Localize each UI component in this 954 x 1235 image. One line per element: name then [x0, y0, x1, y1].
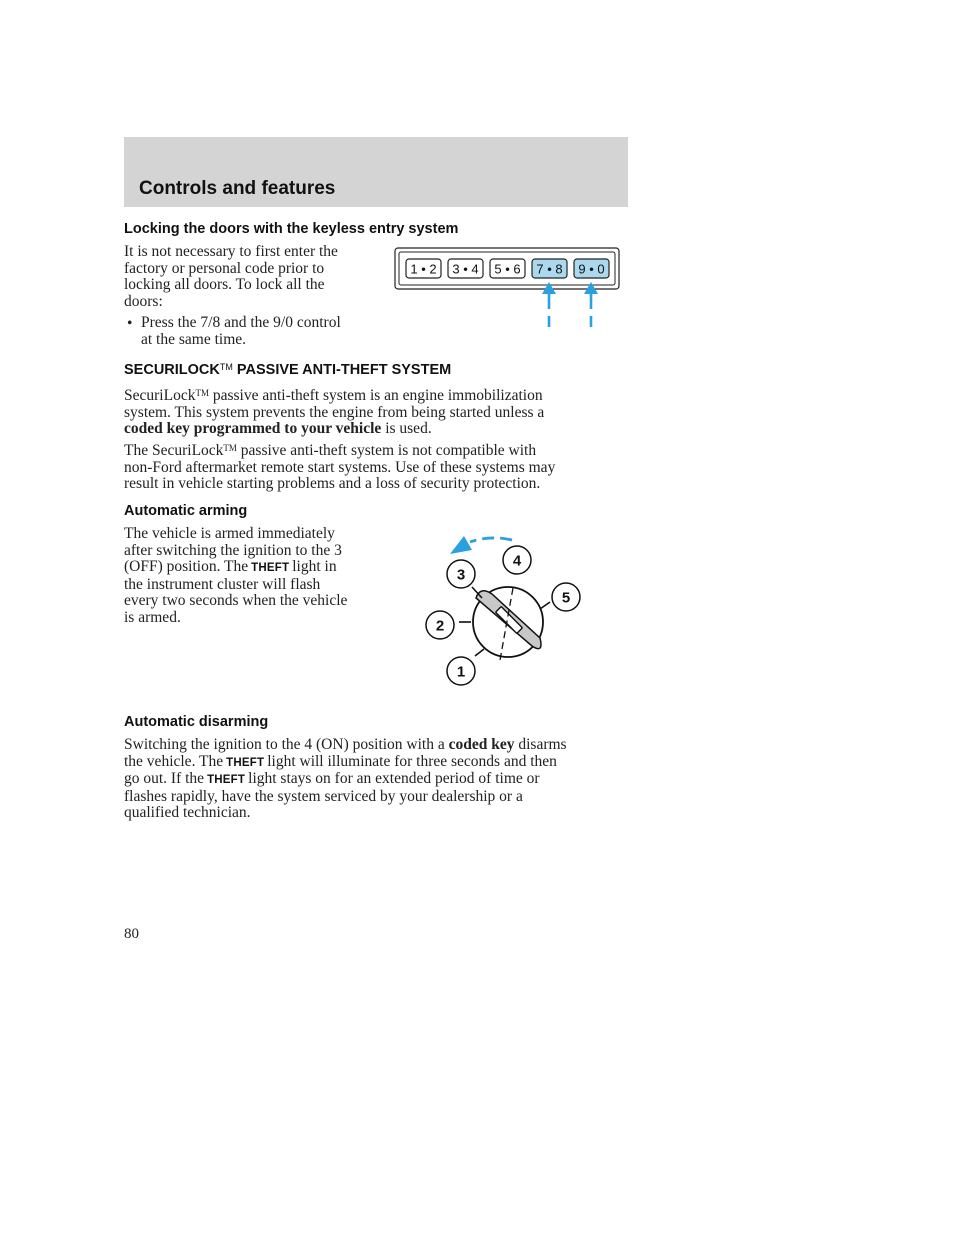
- text-run: passive anti-theft system is an engine immobilization: [208, 387, 543, 404]
- rotate-arrow-icon: [450, 536, 512, 554]
- keypad-button-3-4: [448, 259, 483, 278]
- trademark: TM: [219, 362, 233, 372]
- text-line: system. This system prevents the engine from being started unless a: [124, 403, 545, 421]
- position-tick: [540, 602, 550, 609]
- keypad-button-5-6: [490, 259, 525, 278]
- securilock-heading-text: SECURILOCK: [124, 362, 220, 378]
- locking-heading: Locking the doors with the keyless entry system: [124, 221, 459, 237]
- arming-paragraph: [124, 526, 384, 626]
- bullet-line: at the same time.: [141, 330, 247, 348]
- locking-intro-line: It is not necessary to first enter the: [124, 243, 338, 260]
- text-line: qualified technician.: [124, 804, 251, 821]
- position-label: 5: [561, 589, 571, 607]
- trademark: TM: [223, 443, 237, 453]
- section-header: [124, 137, 628, 207]
- keypad-illustration: [394, 247, 622, 331]
- text-line: the instrument cluster will flash: [124, 575, 321, 593]
- position-marker-3: [447, 560, 475, 588]
- securilock-paragraph-2: [124, 440, 624, 493]
- text-run: is used.: [381, 420, 432, 437]
- keypad-button-label: 9 • 0: [578, 261, 605, 277]
- bullet-dot: •: [127, 315, 133, 332]
- theft-indicator-label: THEFT: [251, 562, 290, 574]
- keypad-button-label: 1 • 2: [410, 261, 437, 277]
- position-tick: [475, 649, 484, 656]
- position-marker-2: [426, 611, 454, 639]
- keypad-button-9-0: [574, 259, 609, 278]
- keypad-button-1-2: [406, 259, 441, 278]
- disarming-paragraph: [124, 737, 624, 822]
- position-label: 3: [456, 566, 466, 584]
- text-line: every two seconds when the vehicle: [124, 592, 348, 609]
- text-run: SecuriLock: [124, 387, 196, 404]
- keypad-button-7-8: [532, 259, 567, 278]
- text-run: go out. If the: [124, 770, 205, 787]
- text-run: disarms: [514, 736, 567, 753]
- theft-indicator-label: THEFT: [226, 756, 265, 769]
- keypad-button-label: 7 • 8: [536, 261, 563, 277]
- locking-intro-line: factory or personal code prior to: [124, 259, 325, 277]
- securilock-heading-text: PASSIVE ANTI-THEFT SYSTEM: [232, 362, 452, 378]
- position-label: 2: [435, 617, 445, 635]
- text-run: light will illuminate for three seconds and then: [267, 752, 557, 770]
- text-line: after switching the ignition to the 3: [124, 541, 342, 559]
- bold-text: coded key: [448, 736, 515, 753]
- text-run: light in: [292, 558, 337, 575]
- page-number: 80: [124, 926, 139, 942]
- position-label: 4: [512, 552, 522, 570]
- bold-text: coded key programmed to your vehicle: [124, 420, 382, 437]
- position-marker-5: [552, 583, 580, 611]
- section-title: Controls and features: [139, 178, 336, 199]
- text-run: the vehicle. The: [124, 752, 224, 770]
- locking-intro-line: locking all doors. To lock all the: [124, 276, 325, 293]
- keypad-button-label: 3 • 4: [452, 261, 479, 277]
- securilock-heading: [124, 362, 451, 378]
- text-line: flashes rapidly, have the system serviced by your dealership or a: [124, 787, 523, 805]
- position-marker-4: [503, 546, 531, 574]
- keypad-button-label: 5 • 6: [494, 261, 521, 277]
- ignition-illustration: [420, 530, 590, 695]
- text-run: passive anti-theft system is not compatible with: [236, 442, 537, 459]
- bullet-text: [141, 315, 381, 348]
- text-line: non-Ford aftermarket remote start systems. Use of these systems may: [124, 458, 556, 476]
- text-run: The SecuriLock: [124, 442, 224, 459]
- bullet-line: Press the 7/8 and the 9/0 control: [141, 314, 341, 331]
- text-line: result in vehicle starting problems and a loss of security protection.: [124, 475, 541, 492]
- text-line: is armed.: [124, 608, 181, 626]
- text-run: light stays on for an extended period of time or: [248, 770, 540, 787]
- position-label: 1: [456, 663, 466, 681]
- text-run: (OFF) position. The: [124, 558, 249, 575]
- position-marker-1: [447, 657, 475, 685]
- text-line: The vehicle is armed immediately: [124, 525, 335, 542]
- disarming-heading: Automatic disarming: [124, 714, 269, 730]
- locking-intro-line: doors:: [124, 292, 163, 310]
- securilock-paragraph-1: [124, 385, 624, 438]
- theft-indicator-label: THEFT: [207, 774, 246, 786]
- text-run: Switching the ignition to the 4 (ON) position with a: [124, 736, 449, 753]
- trademark: TM: [195, 388, 209, 398]
- locking-intro: [124, 244, 384, 310]
- arming-heading: Automatic arming: [124, 503, 248, 519]
